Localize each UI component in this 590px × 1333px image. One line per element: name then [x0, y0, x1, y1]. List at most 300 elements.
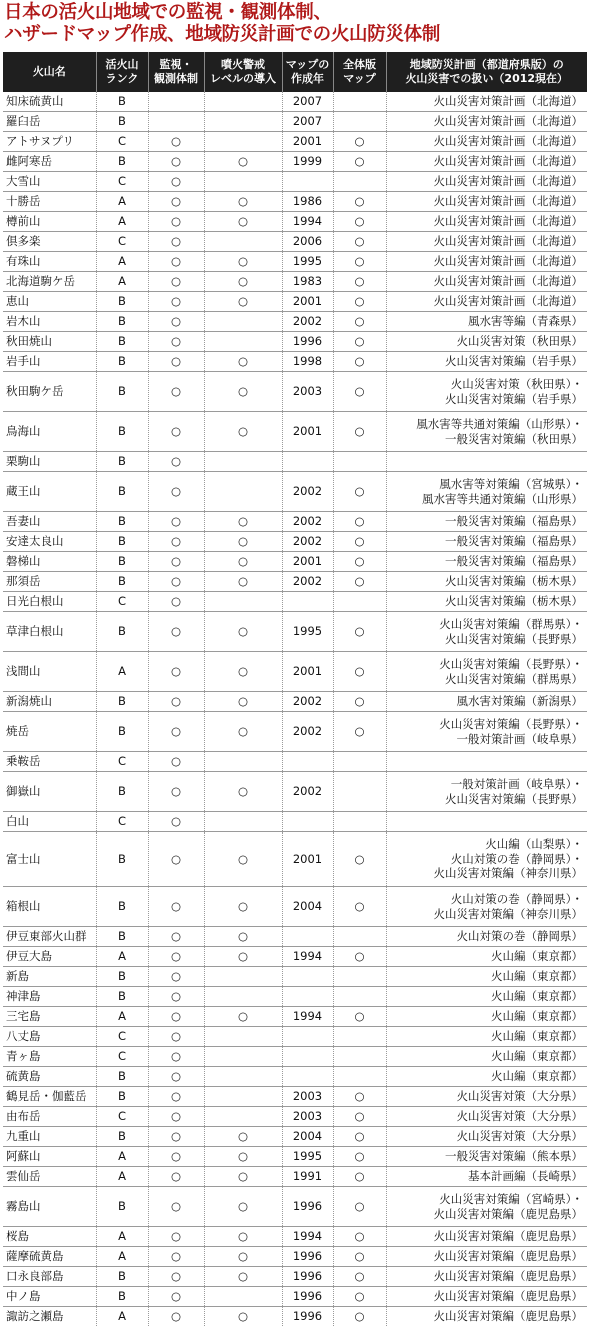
monitoring-cell: ○ — [148, 967, 204, 987]
plan-line: 火山災害対策（大分県） — [456, 1089, 583, 1104]
monitoring-cell: ○ — [148, 412, 204, 452]
rank-cell: A — [96, 1167, 148, 1187]
map-year-cell: 2003 — [282, 1087, 333, 1107]
disaster-plan-cell — [386, 412, 587, 452]
rank-cell: B — [96, 1287, 148, 1307]
monitoring-cell: ○ — [148, 832, 204, 887]
volcano-name-cell: 羅臼岳 — [3, 112, 96, 132]
volcano-name-cell: 秋田駒ケ岳 — [3, 372, 96, 412]
plan-line: 火山災害対策計画（北海道） — [433, 214, 583, 229]
volcano-name-cell: 浅間山 — [3, 652, 96, 692]
full-map-cell — [333, 172, 386, 192]
alert-level-cell — [204, 812, 282, 832]
plan-line: 火山災害対策編（栃木県） — [445, 594, 583, 609]
monitoring-cell: ○ — [148, 1287, 204, 1307]
table-row — [3, 1067, 587, 1087]
full-map-cell — [333, 752, 386, 772]
plan-line: 火山災害対策（秋田県）・ — [450, 377, 583, 391]
monitoring-cell: ○ — [148, 772, 204, 812]
full-map-cell: ○ — [333, 192, 386, 212]
map-year-cell: 1996 — [282, 1187, 333, 1227]
full-map-cell: ○ — [333, 412, 386, 452]
title-line-1: 日本の活火山地域での監視・観測体制、 — [4, 2, 332, 23]
map-year-cell: 1999 — [282, 152, 333, 172]
monitoring-cell: ○ — [148, 512, 204, 532]
table-row — [3, 272, 587, 292]
table-row — [3, 1167, 587, 1187]
monitoring-cell: ○ — [148, 372, 204, 412]
table-row — [3, 1027, 587, 1047]
full-map-cell — [333, 967, 386, 987]
rank-cell: B — [96, 1087, 148, 1107]
plan-line: 火山災害対策編（宮崎県）・ — [439, 1192, 583, 1206]
full-map-cell: ○ — [333, 1127, 386, 1147]
full-map-cell: ○ — [333, 1227, 386, 1247]
full-map-cell — [333, 112, 386, 132]
rank-cell: A — [96, 1247, 148, 1267]
monitoring-cell: ○ — [148, 472, 204, 512]
volcano-name-cell: 磐梯山 — [3, 552, 96, 572]
alert-level-cell — [204, 312, 282, 332]
map-year-cell: 1986 — [282, 192, 333, 212]
rank-cell: A — [96, 947, 148, 967]
table-row — [3, 172, 587, 192]
volcano-name-cell: 知床硫黄山 — [3, 92, 96, 112]
map-year-cell: 2002 — [282, 532, 333, 552]
table-row — [3, 1147, 587, 1167]
header-line: 噴火警戒 — [221, 58, 265, 71]
full-map-cell: ○ — [333, 552, 386, 572]
table-row — [3, 452, 587, 472]
volcano-name-cell: 那須岳 — [3, 572, 96, 592]
monitoring-cell: ○ — [148, 752, 204, 772]
volcano-name-cell: 薩摩硫黄島 — [3, 1247, 96, 1267]
alert-level-cell — [204, 232, 282, 252]
map-year-cell — [282, 1067, 333, 1087]
table-row — [3, 112, 587, 132]
table-row — [3, 772, 587, 812]
plan-line: 火山対策の巻（静岡県）・ — [450, 851, 583, 866]
monitoring-cell: ○ — [148, 352, 204, 372]
map-year-cell: 1996 — [282, 1307, 333, 1327]
volcano-name-cell: 倶多楽 — [3, 232, 96, 252]
map-year-cell: 2002 — [282, 512, 333, 532]
rank-cell: B — [96, 312, 148, 332]
map-year-cell: 2001 — [282, 552, 333, 572]
full-map-cell: ○ — [333, 652, 386, 692]
disaster-plan-cell — [386, 232, 587, 252]
monitoring-cell: ○ — [148, 927, 204, 947]
rank-cell: B — [96, 772, 148, 812]
monitoring-cell: ○ — [148, 947, 204, 967]
disaster-plan-cell — [386, 987, 587, 1007]
full-map-cell: ○ — [333, 887, 386, 927]
alert-level-cell — [204, 967, 282, 987]
full-map-cell: ○ — [333, 132, 386, 152]
alert-level-cell: ○ — [204, 152, 282, 172]
alert-level-cell — [204, 1287, 282, 1307]
map-year-cell: 2003 — [282, 1107, 333, 1127]
disaster-plan-cell — [386, 832, 587, 887]
alert-level-cell — [204, 752, 282, 772]
volcano-name-cell: 口永良部島 — [3, 1267, 96, 1287]
rank-cell: B — [96, 572, 148, 592]
rank-cell: C — [96, 1107, 148, 1127]
header-line: ランク — [105, 72, 139, 85]
volcano-name-cell: 十勝岳 — [3, 192, 96, 212]
plan-line: 火山編（東京都） — [491, 969, 583, 984]
full-map-cell: ○ — [333, 947, 386, 967]
full-map-cell — [333, 1027, 386, 1047]
table-row — [3, 192, 587, 212]
disaster-plan-cell — [386, 252, 587, 272]
alert-level-cell — [204, 332, 282, 352]
map-year-cell: 1983 — [282, 272, 333, 292]
alert-level-cell: ○ — [204, 772, 282, 812]
map-year-cell: 2002 — [282, 312, 333, 332]
map-year-cell: 1995 — [282, 1147, 333, 1167]
alert-level-cell — [204, 452, 282, 472]
rank-cell: B — [96, 92, 148, 112]
alert-level-cell: ○ — [204, 1307, 282, 1327]
volcano-name-cell: 恵山 — [3, 292, 96, 312]
table-row — [3, 592, 587, 612]
plan-line: 火山災害対策編（鹿児島県） — [433, 1269, 583, 1284]
rank-cell: B — [96, 1187, 148, 1227]
alert-level-cell — [204, 132, 282, 152]
disaster-plan-cell — [386, 372, 587, 412]
plan-line: 火山災害対策編（岩手県） — [445, 391, 583, 406]
plan-line: 一般災害対策編（秋田県） — [445, 431, 583, 446]
monitoring-cell: ○ — [148, 232, 204, 252]
volcano-name-cell: 八丈島 — [3, 1027, 96, 1047]
volcano-name-cell: 焼岳 — [3, 712, 96, 752]
map-year-cell: 2001 — [282, 832, 333, 887]
full-map-cell: ○ — [333, 312, 386, 332]
disaster-plan-cell — [386, 192, 587, 212]
monitoring-cell: ○ — [148, 692, 204, 712]
volcano-name-cell: 中ノ島 — [3, 1287, 96, 1307]
volcano-name-cell: 栗駒山 — [3, 452, 96, 472]
full-map-cell: ○ — [333, 832, 386, 887]
full-map-cell: ○ — [333, 712, 386, 752]
rank-cell: A — [96, 1227, 148, 1247]
header-line: 観測体制 — [154, 72, 198, 85]
full-map-cell: ○ — [333, 1147, 386, 1167]
disaster-plan-cell — [386, 212, 587, 232]
full-map-cell — [333, 1067, 386, 1087]
disaster-plan-cell — [386, 752, 587, 772]
disaster-plan-cell — [386, 532, 587, 552]
alert-level-cell: ○ — [204, 252, 282, 272]
plan-line: 火山災害対策計画（北海道） — [433, 174, 583, 189]
map-year-cell: 1998 — [282, 352, 333, 372]
plan-line: 火山災害対策計画（北海道） — [433, 114, 583, 129]
monitoring-cell: ○ — [148, 332, 204, 352]
map-year-cell: 1996 — [282, 1267, 333, 1287]
volcano-name-cell: 北海道駒ケ岳 — [3, 272, 96, 292]
disaster-plan-cell — [386, 947, 587, 967]
volcano-name-cell: 硫黄島 — [3, 1067, 96, 1087]
full-map-cell: ○ — [333, 1187, 386, 1227]
plan-line: 火山災害対策計画（北海道） — [433, 94, 583, 109]
monitoring-cell: ○ — [148, 1167, 204, 1187]
alert-level-cell: ○ — [204, 1127, 282, 1147]
plan-line: 火山災害対策計画（北海道） — [433, 134, 583, 149]
monitoring-cell: ○ — [148, 712, 204, 752]
plan-line: 火山災害対策（秋田県） — [456, 334, 583, 349]
page-title — [0, 0, 590, 52]
plan-line: 火山対策の巻（静岡県）・ — [450, 892, 583, 906]
disaster-plan-cell — [386, 1027, 587, 1047]
table-row — [3, 412, 587, 452]
alert-level-cell: ○ — [204, 832, 282, 887]
map-year-cell: 2002 — [282, 572, 333, 592]
volcano-name-cell: 日光白根山 — [3, 592, 96, 612]
plan-line: 火山災害対策計画（北海道） — [433, 234, 583, 249]
map-year-cell: 2002 — [282, 472, 333, 512]
plan-line: 一般対策計画（岐阜県） — [456, 731, 583, 746]
volcano-name-cell: 白山 — [3, 812, 96, 832]
alert-level-cell: ○ — [204, 272, 282, 292]
plan-line: 一般災害対策編（福島県） — [445, 534, 583, 549]
rank-cell: B — [96, 332, 148, 352]
header-line: 監視・ — [159, 58, 193, 71]
disaster-plan-cell — [386, 452, 587, 472]
disaster-plan-cell — [386, 1127, 587, 1147]
rank-cell: B — [96, 412, 148, 452]
map-year-cell: 2006 — [282, 232, 333, 252]
table-row — [3, 967, 587, 987]
rank-cell: B — [96, 887, 148, 927]
map-year-cell — [282, 967, 333, 987]
disaster-plan-cell — [386, 352, 587, 372]
plan-line: 火山災害対策計画（北海道） — [433, 254, 583, 269]
volcano-name-cell: 阿蘇山 — [3, 1147, 96, 1167]
alert-level-cell: ○ — [204, 652, 282, 692]
plan-line: 火山災害対策編（鹿児島県） — [433, 1289, 583, 1304]
disaster-plan-cell — [386, 572, 587, 592]
alert-level-cell: ○ — [204, 1147, 282, 1167]
full-map-cell — [333, 92, 386, 112]
disaster-plan-cell — [386, 887, 587, 927]
alert-level-cell: ○ — [204, 372, 282, 412]
table-row — [3, 552, 587, 572]
disaster-plan-cell — [386, 1007, 587, 1027]
plan-line: 基本計画編（長崎県） — [468, 1169, 583, 1184]
table-row — [3, 1247, 587, 1267]
volcano-name-cell: 霧島山 — [3, 1187, 96, 1227]
monitoring-cell: ○ — [148, 1247, 204, 1267]
rank-cell: B — [96, 292, 148, 312]
table-row — [3, 512, 587, 532]
disaster-plan-cell — [386, 1267, 587, 1287]
map-year-cell — [282, 752, 333, 772]
alert-level-cell — [204, 1027, 282, 1047]
rank-cell: C — [96, 752, 148, 772]
full-map-cell: ○ — [333, 152, 386, 172]
volcano-name-cell: 草津白根山 — [3, 612, 96, 652]
plan-line: 火山災害対策編（栃木県） — [445, 574, 583, 589]
full-map-cell — [333, 772, 386, 812]
monitoring-cell: ○ — [148, 652, 204, 692]
table-row — [3, 1307, 587, 1327]
map-year-cell: 1994 — [282, 1007, 333, 1027]
disaster-plan-cell — [386, 967, 587, 987]
full-map-cell: ○ — [333, 472, 386, 512]
plan-line: 火山災害対策編（長野県）・ — [439, 717, 583, 731]
monitoring-cell: ○ — [148, 1007, 204, 1027]
table-row — [3, 332, 587, 352]
monitoring-cell: ○ — [148, 1067, 204, 1087]
map-year-cell: 2001 — [282, 652, 333, 692]
table-row — [3, 252, 587, 272]
volcano-name-cell: 蔵王山 — [3, 472, 96, 512]
plan-line: 火山災害対策編（群馬県） — [445, 671, 583, 686]
full-map-cell: ○ — [333, 352, 386, 372]
monitoring-cell: ○ — [148, 1127, 204, 1147]
map-year-cell: 2007 — [282, 92, 333, 112]
full-map-cell: ○ — [333, 1167, 386, 1187]
plan-line: 火山災害対策編（鹿児島県） — [433, 1309, 583, 1324]
volcano-name-cell: 岩手山 — [3, 352, 96, 372]
map-year-cell: 2002 — [282, 772, 333, 812]
volcano-name-cell: 青ヶ島 — [3, 1047, 96, 1067]
volcano-name-cell: 箱根山 — [3, 887, 96, 927]
alert-level-cell: ○ — [204, 352, 282, 372]
table-row — [3, 1087, 587, 1107]
map-year-cell: 1995 — [282, 252, 333, 272]
volcano-name-cell: 吾妻山 — [3, 512, 96, 532]
plan-line: 火山編（東京都） — [491, 1049, 583, 1064]
table-row — [3, 1267, 587, 1287]
full-map-cell — [333, 452, 386, 472]
rank-cell: B — [96, 372, 148, 412]
volcano-name-cell: 鶴見岳・伽藍岳 — [3, 1087, 96, 1107]
alert-level-cell: ○ — [204, 612, 282, 652]
plan-line: 火山編（山梨県）・ — [485, 837, 583, 852]
monitoring-cell: ○ — [148, 1267, 204, 1287]
plan-line: 風水害等共通対策編（山形県）・ — [416, 417, 583, 431]
map-year-cell: 2004 — [282, 1127, 333, 1147]
monitoring-cell: ○ — [148, 192, 204, 212]
table-row — [3, 752, 587, 772]
disaster-plan-cell — [386, 1047, 587, 1067]
map-year-cell: 2003 — [282, 372, 333, 412]
plan-line: 火山編（東京都） — [491, 949, 583, 964]
volcano-name-cell: 雲仙岳 — [3, 1167, 96, 1187]
alert-level-cell: ○ — [204, 1007, 282, 1027]
map-year-cell: 2001 — [282, 412, 333, 452]
map-year-cell: 1994 — [282, 947, 333, 967]
volcano-name-cell: 新島 — [3, 967, 96, 987]
map-year-cell — [282, 172, 333, 192]
full-map-cell: ○ — [333, 272, 386, 292]
monitoring-cell: ○ — [148, 887, 204, 927]
table-row — [3, 612, 587, 652]
rank-cell: C — [96, 172, 148, 192]
full-map-cell: ○ — [333, 692, 386, 712]
alert-level-cell: ○ — [204, 712, 282, 752]
header-line: マップの — [285, 58, 330, 71]
monitoring-cell: ○ — [148, 987, 204, 1007]
plan-line: 火山災害対策編（長野県）・ — [439, 657, 583, 671]
header-line: マップ — [343, 72, 376, 85]
table-row — [3, 947, 587, 967]
full-map-cell — [333, 987, 386, 1007]
rank-cell: B — [96, 967, 148, 987]
plan-line: 火山編（東京都） — [491, 989, 583, 1004]
alert-level-cell — [204, 92, 282, 112]
map-year-cell — [282, 1047, 333, 1067]
header-rank — [96, 52, 148, 92]
full-map-cell: ○ — [333, 1007, 386, 1027]
rank-cell: B — [96, 452, 148, 472]
header-line: 火山災害での扱い（2012現在） — [405, 72, 569, 85]
map-year-cell: 1991 — [282, 1167, 333, 1187]
rank-cell: C — [96, 812, 148, 832]
full-map-cell: ○ — [333, 1267, 386, 1287]
rank-cell: A — [96, 192, 148, 212]
monitoring-cell: ○ — [148, 1107, 204, 1127]
map-year-cell: 1994 — [282, 1227, 333, 1247]
map-year-cell — [282, 987, 333, 1007]
plan-line: 火山災害対策編（神奈川県） — [433, 866, 583, 881]
table-body — [3, 92, 587, 1326]
header-disaster-plan — [386, 52, 587, 92]
monitoring-cell: ○ — [148, 552, 204, 572]
disaster-plan-cell — [386, 1287, 587, 1307]
header-line: 火山名 — [32, 65, 66, 78]
full-map-cell: ○ — [333, 572, 386, 592]
full-map-cell: ○ — [333, 1307, 386, 1327]
monitoring-cell: ○ — [148, 572, 204, 592]
full-map-cell: ○ — [333, 252, 386, 272]
disaster-plan-cell — [386, 692, 587, 712]
full-map-cell: ○ — [333, 1107, 386, 1127]
plan-line: 火山編（東京都） — [491, 1009, 583, 1024]
disaster-plan-cell — [386, 1247, 587, 1267]
volcano-name-cell: 安達太良山 — [3, 532, 96, 552]
plan-line: 火山災害対策編（鹿児島県） — [433, 1249, 583, 1264]
plan-line: 火山災害対策編（長野県） — [445, 791, 583, 806]
header-map-year — [282, 52, 333, 92]
disaster-plan-cell — [386, 1227, 587, 1247]
table-row — [3, 692, 587, 712]
monitoring-cell: ○ — [148, 452, 204, 472]
disaster-plan-cell — [386, 812, 587, 832]
rank-cell: A — [96, 272, 148, 292]
disaster-plan-cell — [386, 312, 587, 332]
alert-level-cell: ○ — [204, 412, 282, 452]
full-map-cell: ○ — [333, 292, 386, 312]
map-year-cell: 2001 — [282, 292, 333, 312]
volcano-name-cell: 岩木山 — [3, 312, 96, 332]
monitoring-cell: ○ — [148, 172, 204, 192]
full-map-cell — [333, 592, 386, 612]
plan-line: 火山編（東京都） — [491, 1029, 583, 1044]
full-map-cell: ○ — [333, 512, 386, 532]
full-map-cell: ○ — [333, 332, 386, 352]
volcano-name-cell: 大雪山 — [3, 172, 96, 192]
alert-level-cell: ○ — [204, 512, 282, 532]
map-year-cell — [282, 812, 333, 832]
disaster-plan-cell — [386, 1307, 587, 1327]
volcano-name-cell: 有珠山 — [3, 252, 96, 272]
table-row — [3, 832, 587, 887]
plan-line: 火山災害対策（大分県） — [456, 1129, 583, 1144]
alert-level-cell: ○ — [204, 532, 282, 552]
